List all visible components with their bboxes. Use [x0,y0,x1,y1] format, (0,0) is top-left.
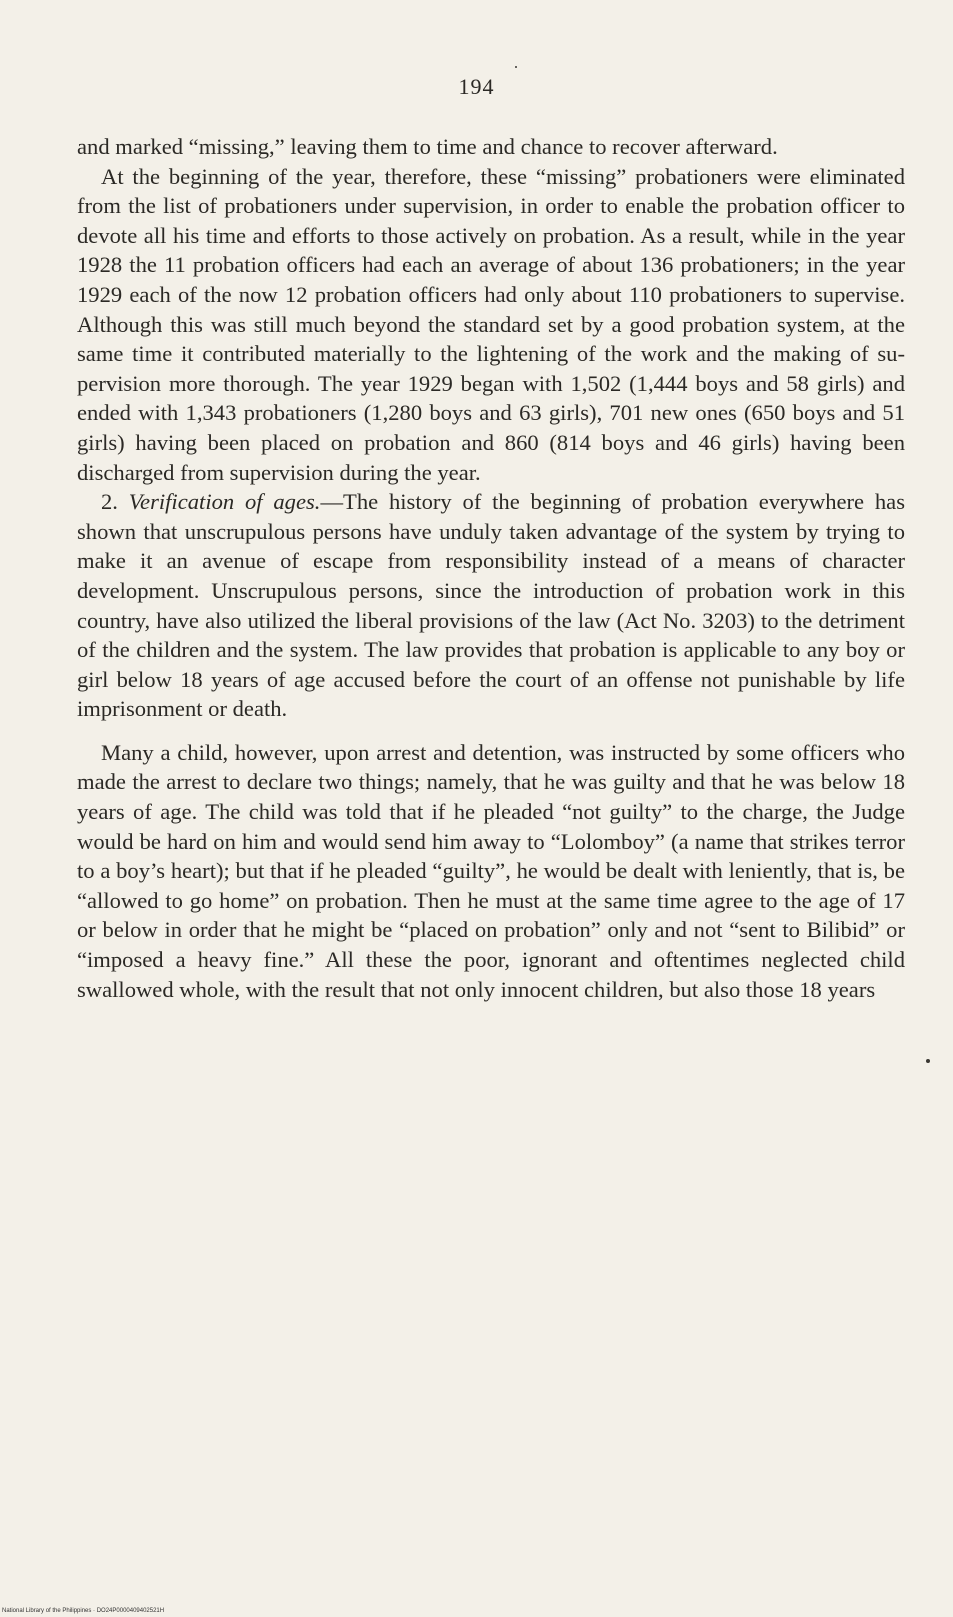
page-number: 194 [458,74,495,99]
section-number: 2. [101,489,118,515]
scan-speck [926,1059,930,1063]
scan-speck [515,66,517,68]
section-heading: Verification of ages. [128,489,321,515]
paragraph-missing-probationers: At the beginning of the year, therefore, these “missing” probationers were eliminated from the list of probationers under supervision, in order to enable the probation officer to devote all his time and efforts to those actively on probation. As a result, while in the year 1928 the 11 probation officers had each an average of about 136 probationers; in the year 1929 each of the now 12 probation officers had only about 110 probationers to supervise. Although this was still much beyond the standard set by a good probation system, at the same time it contributed materially to the lightening of the work and the making of supervision more thorough. The year 1929 began with 1,502 (1,444 boys and 58 girls) and ended with 1,343 probationers (1,280 boys and 63 girls), 701 new ones (650 boys and 51 girls) having been placed on probation and 860 (814 boys and 46 girls) having been discharged from supervision during the year. [77,163,905,485]
section-text: —The history of the beginning of probation everywhere has shown that unscrupulous persons have unduly taken advantage of the system by trying to make it an avenue of escape from responsibility instead of a means of character development. Unscrupulous persons, since the introduction of probation work in this country, have also utilized the liberal provisions of the law (Act No. 3203) to the detriment of the children and the system. The law provides that probation is applicable to any boy or girl below 18 years of age accused before the court of an offense not punishable by life imprisonment or death. [77,489,906,722]
library-footer: National Library of the Philippines · DO24P0000409402521H [2,1608,165,1614]
paragraph-child-arrest: Many a child, however, upon arrest and detention, was instructed by some officers who made the arrest to declare two things; namely, that he was guilty and that he was below 18 years of age. The child was told that if he pleaded “not guilty” to the charge, the Judge would be hard on him and would send him away to “Lolomboy” (a name that strikes terror to a boy’s heart); but that if he pleaded “guilty”, he would be dealt with leniently, that is, be “allowed to go home” on probation. Then he must at the same time agree to the age of 17 or below in order that he might be “placed on probation” only and not “sent to Bilibid” or “imposed a heavy fine.” All these the poor, ignorant and oftentimes neglected child swallowed whole, with the result that not only innocent children, but also those 18 years [77,739,905,1002]
paragraph-verification-of-ages [77,487,905,724]
paragraph-continuation: and marked “missing,” leaving them to time and chance to recover afterward. [77,134,778,159]
body-text [77,132,905,1004]
